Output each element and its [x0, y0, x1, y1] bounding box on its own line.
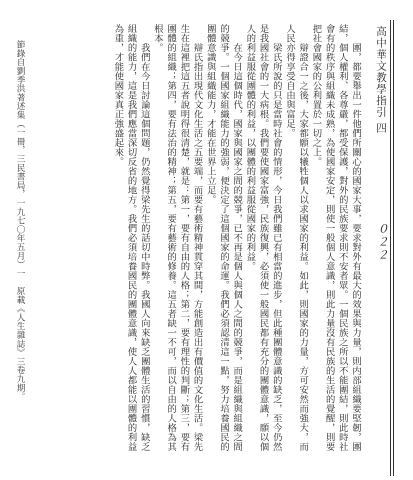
- paragraph: 在今日這個時代，國家與國家之間的競爭，已不再是個人與個人之間的競爭，而是組織與組織之間的競爭。一個國家組織能力的強弱，便決定了這個國家的命運。我們必須認清這一點，努力培養國民的團體意識與組織能力，才能在世界上立足。: [204, 24, 243, 452]
- running-header: [368, 8, 404, 472]
- page-number: ０２２: [376, 223, 389, 262]
- body-text: [36, 24, 362, 454]
- header-rule-line: [390, 20, 391, 476]
- header-rule-line-inner: [393, 20, 394, 476]
- paragraph: 辯氏指出現代文化生活之五要端，而要有藝術精神貫穿其間，方能創造出有價值的文化生活。梁先生在這裡把這五者說明得很清楚，就是：第一，要有自由的人格；第二，要有理性的判斷；第三，要有團體的組織；第四，要有法治的精神；第五，要有藝術的修養。這五者缺一不可，而以自由的人格為其根本。: [151, 24, 203, 452]
- book-title: 高中華文教學指引 四: [375, 26, 387, 134]
- source-citation: 節錄自劉季洪著述集（一冊，三民書局，一九七〇年五月）一 原載《人生雜誌》三卷九期。: [15, 40, 25, 401]
- paragraph: 團，都要舉出一件他們所關心的國家大事，要求對外有最大的效果與力量，則内部組織要堅韌，團結，個人權利、各尊嚴，都受保護，對外的民族要求則不安者眾。一個民族之所以不能團結，則此時社會有的秩序與組織未成熟，為使國家安定，則使一般個人意識，則此力量沒有民族的生活的覺醒，則要把社會國家的公利置於一切之上。: [310, 24, 361, 452]
- paragraph: 辯證合一之後，大家都願以犧牲個人以求國家的利益。如此，則國家的力量，方可安然而強大，而人民亦得享受自由與富足。: [283, 24, 309, 452]
- paragraph: 我們在今日討論這個問題，仍然覺得梁先生的話切中時弊。我國人向來缺乏團體生活的習慣，缺乏組織的能力，這是我們應當深切反省的地方。我們必須培養國民的團體意識，使人人都能以團體的利益為重，才能使國家真正強盛起來。: [112, 24, 150, 452]
- paragraph: 梁氏所說的只是當時社會的情形，今日我們雖已有相當的進步，但此種團體意識的缺乏，至今仍然是我國社會的一大病根。我們要使國家富強，民族復興，必須使一般國民都有充分的團體意識，願以個人的利益服從團體的利益，以團體的利益服從國家的利益。: [244, 24, 282, 452]
